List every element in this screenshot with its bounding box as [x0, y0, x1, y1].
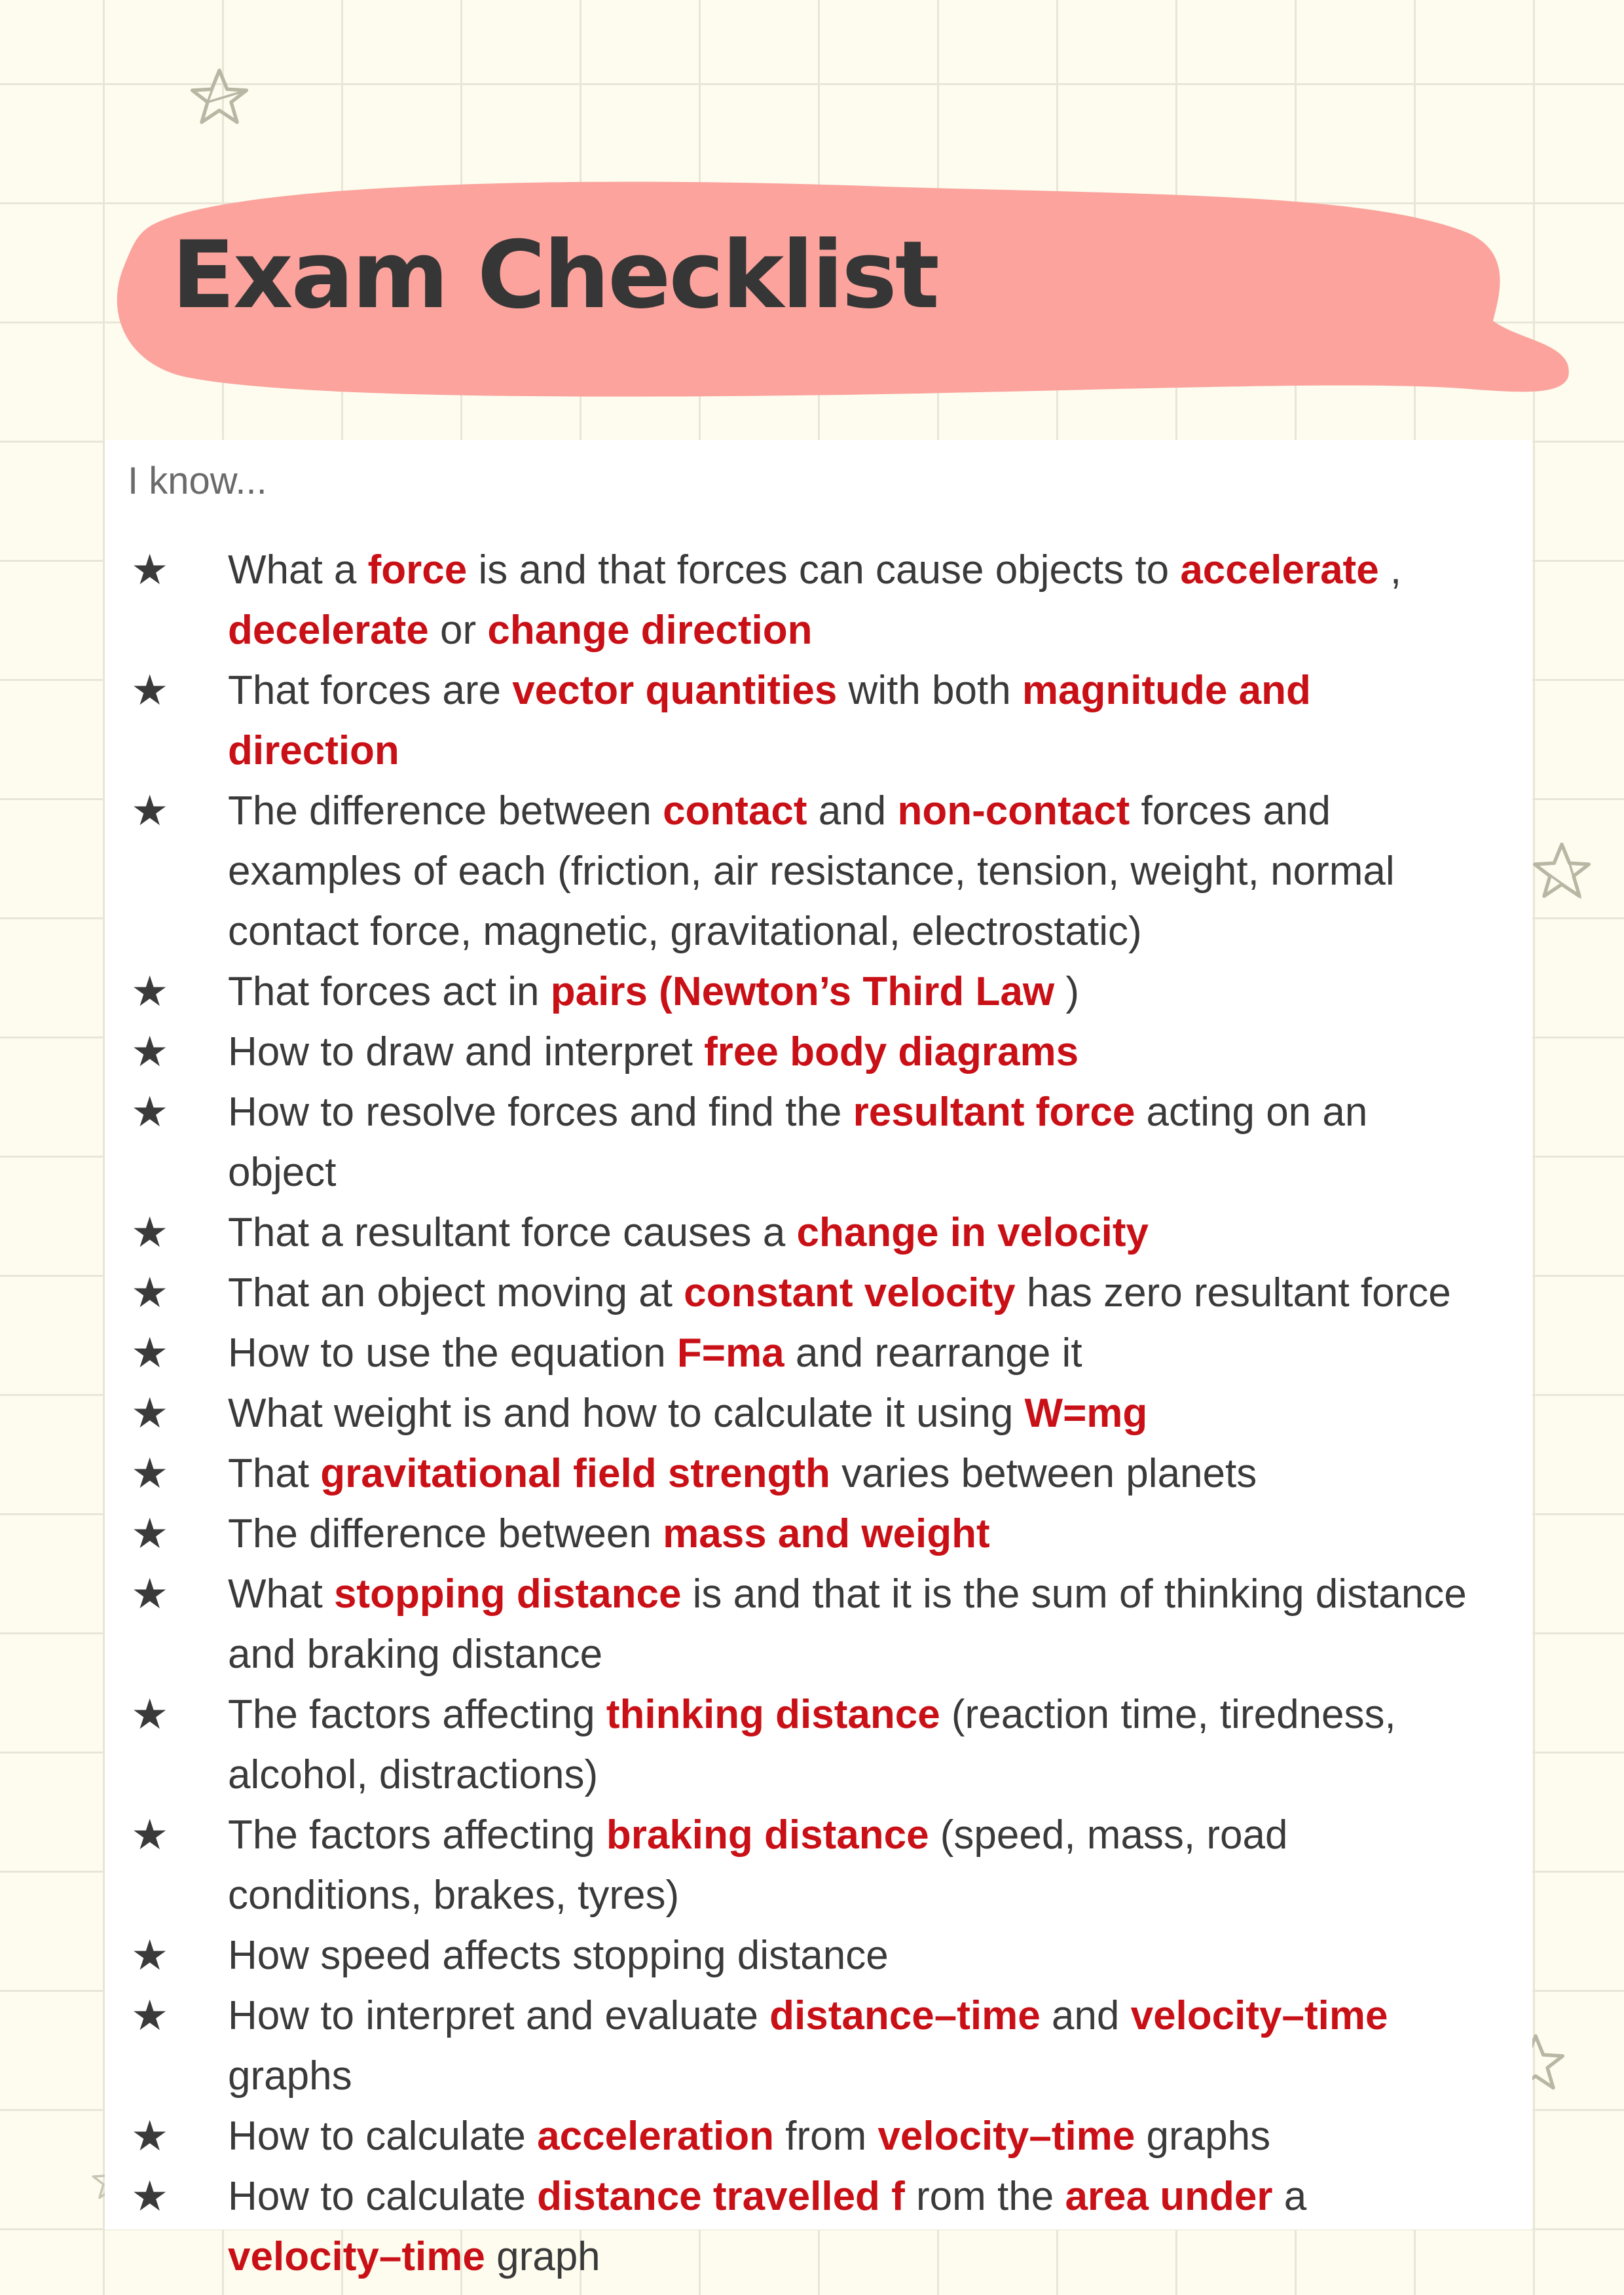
- checklist-item: [131, 1203, 1480, 1263]
- keyword-highlight: resultant force: [853, 1090, 1135, 1135]
- item-text: How to resolve forces and find the: [228, 1090, 853, 1135]
- keyword-highlight: velocity–time: [1130, 1993, 1388, 2038]
- checklist-item: [131, 2167, 1480, 2287]
- item-text: forces and examples of each (friction, air resistance, tension, weight, normal contact force, magnetic, gravitational, electrostatic): [228, 788, 1395, 954]
- star-bullet-icon: ★: [131, 546, 169, 595]
- checklist: [131, 540, 1480, 2287]
- checklist-item: [131, 1926, 1480, 1986]
- checklist-item: [131, 962, 1480, 1022]
- item-text: What a: [228, 547, 368, 593]
- keyword-highlight: change direction: [487, 608, 813, 653]
- item-text: rom the: [904, 2174, 1065, 2219]
- keyword-highlight: acceleration: [537, 2114, 774, 2159]
- checklist-item: [131, 1504, 1480, 1564]
- item-text: acting on an object: [228, 1090, 1368, 1195]
- keyword-highlight: pairs (Newton’s Third Law: [550, 969, 1055, 1014]
- item-text: (reaction time, tiredness, alcohol, distractions): [228, 1692, 1396, 1797]
- star-bullet-icon: ★: [131, 667, 169, 715]
- item-text: That an object moving at: [228, 1270, 684, 1315]
- item-text: How speed affects stopping distance: [228, 1933, 889, 1978]
- checklist-item: [131, 1022, 1480, 1082]
- item-text: and: [1040, 1993, 1131, 2038]
- item-text: The difference between: [228, 1511, 663, 1556]
- star-bullet-icon: ★: [131, 1269, 169, 1317]
- item-text: from: [773, 2114, 878, 2159]
- checklist-item: [131, 1986, 1480, 2106]
- item-text: That forces are: [228, 668, 513, 713]
- star-bullet-icon: ★: [131, 1329, 169, 1378]
- keyword-highlight: contact: [663, 788, 807, 834]
- star-bullet-icon: ★: [131, 1088, 169, 1137]
- keyword-highlight: accelerate: [1180, 547, 1379, 593]
- item-text: That forces act in: [228, 969, 551, 1014]
- item-text: How to use the equation: [228, 1331, 677, 1376]
- star-bullet-icon: ★: [131, 968, 169, 1016]
- keyword-highlight: distance–time: [769, 1993, 1041, 2038]
- star-bullet-icon: ★: [131, 1691, 169, 1739]
- item-text: That a resultant force causes a: [228, 1210, 797, 1255]
- keyword-highlight: change in velocity: [796, 1210, 1149, 1255]
- checklist-item: [131, 661, 1480, 781]
- item-text: varies between planets: [830, 1451, 1257, 1496]
- checklist-item: [131, 1263, 1480, 1323]
- keyword-highlight: decelerate: [228, 608, 429, 653]
- item-text: and: [807, 788, 898, 834]
- item-text: How to calculate: [228, 2174, 538, 2219]
- star-bullet-icon: ★: [131, 1389, 169, 1438]
- item-text: and rearrange it: [784, 1331, 1082, 1376]
- star-bullet-icon: ★: [131, 1450, 169, 1498]
- item-text: (speed, mass, road conditions, brakes, tyres): [228, 1812, 1288, 1918]
- item-text: How to interpret and evaluate: [228, 1993, 770, 2038]
- keyword-highlight: area under: [1065, 2174, 1273, 2219]
- keyword-highlight: thinking distance: [606, 1692, 940, 1737]
- keyword-highlight: constant velocity: [684, 1270, 1016, 1315]
- star-bullet-icon: ★: [131, 1209, 169, 1257]
- item-text: graphs: [1135, 2114, 1271, 2159]
- item-text: How to draw and interpret: [228, 1029, 705, 1074]
- star-doodle-icon: [190, 64, 249, 128]
- checklist-item: [131, 1685, 1480, 1805]
- star-bullet-icon: ★: [131, 2173, 169, 2221]
- keyword-highlight: braking distance: [606, 1812, 929, 1858]
- intro-text: I know...: [128, 460, 267, 502]
- item-text: That: [228, 1451, 321, 1496]
- star-bullet-icon: ★: [131, 1510, 169, 1558]
- keyword-highlight: free body diagrams: [704, 1029, 1079, 1074]
- keyword-highlight: W=mg: [1024, 1391, 1148, 1436]
- checklist-item: [131, 781, 1480, 962]
- keyword-highlight: velocity–time: [228, 2234, 485, 2279]
- checklist-item: [131, 1323, 1480, 1384]
- keyword-highlight: gravitational field strength: [320, 1451, 830, 1496]
- star-doodle-icon: [1532, 838, 1591, 902]
- item-text: has zero resultant force: [1015, 1270, 1451, 1315]
- checklist-item: [131, 1805, 1480, 1926]
- checklist-item: [131, 540, 1480, 661]
- star-bullet-icon: ★: [131, 1570, 169, 1619]
- keyword-highlight: stopping distance: [333, 1571, 682, 1617]
- item-text: What weight is and how to calculate it using: [228, 1391, 1025, 1436]
- item-text: The difference between: [228, 788, 663, 834]
- keyword-highlight: force: [367, 547, 468, 593]
- checklist-item: [131, 1082, 1480, 1203]
- checklist-item: [131, 1444, 1480, 1504]
- item-text: ): [1054, 969, 1079, 1014]
- keyword-highlight: velocity–time: [877, 2114, 1135, 2159]
- keyword-highlight: magnitude and direction: [228, 668, 1311, 773]
- keyword-highlight: F=ma: [676, 1331, 784, 1376]
- star-bullet-icon: ★: [131, 1028, 169, 1076]
- star-bullet-icon: ★: [131, 2112, 169, 2161]
- item-text: a: [1272, 2174, 1307, 2219]
- item-text: graph: [485, 2234, 600, 2279]
- checklist-item: [131, 1564, 1480, 1685]
- item-text: The factors affecting: [228, 1812, 606, 1858]
- checklist-item: [131, 1384, 1480, 1444]
- item-text: graphs: [228, 2053, 352, 2099]
- keyword-highlight: distance travelled f: [537, 2174, 905, 2219]
- keyword-highlight: mass and weight: [663, 1511, 990, 1556]
- star-bullet-icon: ★: [131, 1932, 169, 1980]
- item-text: ,: [1378, 547, 1402, 593]
- item-text: The factors affecting: [228, 1692, 606, 1737]
- checklist-item: [131, 2106, 1480, 2167]
- star-bullet-icon: ★: [131, 787, 169, 835]
- item-text: with both: [837, 668, 1022, 713]
- star-bullet-icon: ★: [131, 1992, 169, 2040]
- item-text: or: [428, 608, 488, 653]
- item-text: is and that it is the sum of thinking distance and braking distance: [228, 1571, 1467, 1677]
- star-bullet-icon: ★: [131, 1811, 169, 1860]
- keyword-highlight: non-contact: [897, 788, 1130, 834]
- page-title: Exam Checklist: [172, 221, 938, 329]
- keyword-highlight: vector quantities: [512, 668, 838, 713]
- item-text: What: [228, 1571, 334, 1617]
- item-text: How to calculate: [228, 2114, 538, 2159]
- item-text: is and that forces can cause objects to: [467, 547, 1181, 593]
